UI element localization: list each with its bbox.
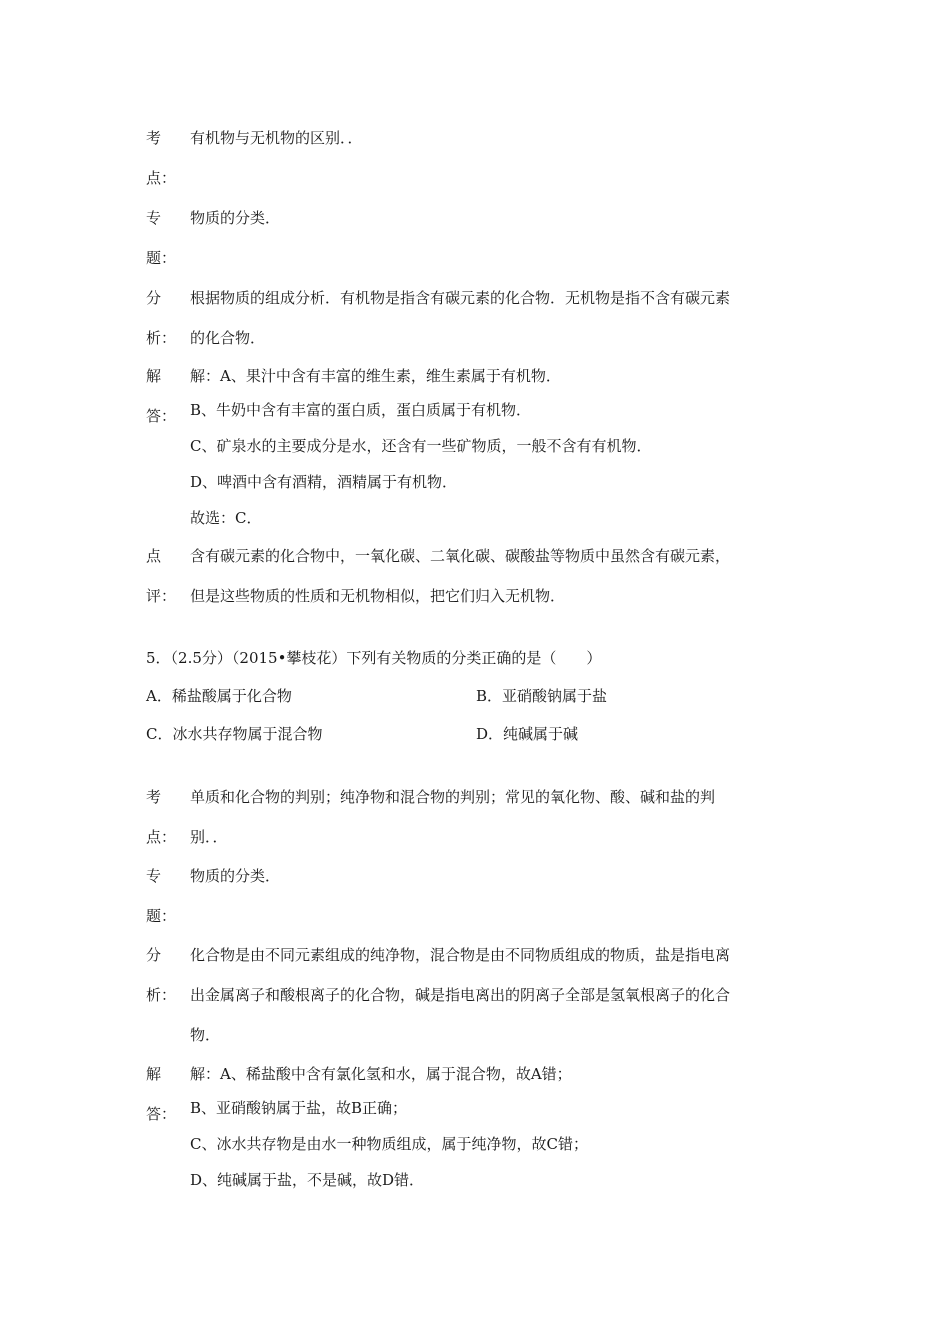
zhuanti-label-2: 题： [146, 249, 177, 267]
question-stem: 5．（2.5分）（2015•攀枝花）下列有关物质的分类正确的是（ ） [146, 649, 602, 667]
jieda-line: C、矿泉水的主要成分是水，还含有一些矿物质，一般不含有有机物． [190, 437, 652, 455]
jieda-line: 解：A、稀盐酸中含有氯化氢和水，属于混合物，故A错； [190, 1065, 572, 1083]
dianping-line: 含有碳元素的化合物中，一氧化碳、二氧化碳、碳酸盐等物质中虽然含有碳元素， [190, 547, 731, 565]
option-d: D．纯碱属于碱 [476, 725, 579, 743]
fenxi-label: 分 [146, 289, 162, 307]
jieda-label: 解 [146, 1065, 162, 1083]
zhuanti-label-2: 题： [146, 907, 177, 925]
dianping-label-2: 评： [146, 587, 177, 605]
fenxi-line: 出金属离子和酸根离子的化合物，碱是指电离出的阴离子全部是氢氧根离子的化合 [190, 986, 731, 1004]
fenxi-line: 物． [190, 1026, 221, 1044]
dianping-label: 点 [146, 547, 162, 565]
kaodian-label: 考 [146, 129, 162, 147]
kaodian-line: 别．． [190, 828, 228, 846]
option-b: B．亚硝酸钠属于盐 [476, 687, 608, 705]
jieda-line: C、冰水共存物是由水一种物质组成，属于纯净物，故C错； [190, 1135, 588, 1153]
kaodian-line: 单质和化合物的判别；纯净物和混合物的判别；常见的氧化物、酸、碱和盐的判 [190, 788, 716, 806]
fenxi-line: 化合物是由不同元素组成的纯净物，混合物是由不同物质组成的物质，盐是指电离 [190, 946, 731, 964]
option-c: C．冰水共存物属于混合物 [146, 725, 323, 743]
zhuanti-label: 专 [146, 867, 162, 885]
fenxi-label-2: 析： [146, 329, 177, 347]
fenxi-line: 根据物质的组成分析．有机物是指含有碳元素的化合物．无机物是指不含有碳元素 [190, 289, 731, 307]
kaodian-label-2: 点： [146, 169, 177, 187]
jieda-label-2: 答： [146, 1105, 177, 1123]
option-a: A．稀盐酸属于化合物 [146, 687, 292, 705]
fenxi-label: 分 [146, 946, 162, 964]
jieda-line: B、牛奶中含有丰富的蛋白质，蛋白质属于有机物． [190, 401, 532, 419]
jieda-line: 故选：C． [190, 509, 262, 527]
zhuanti-label: 专 [146, 209, 162, 227]
kaodian-label: 考 [146, 788, 162, 806]
jieda-label-2: 答： [146, 407, 177, 425]
zhuanti-text: 物质的分类． [190, 209, 281, 227]
zhuanti-text: 物质的分类． [190, 867, 281, 885]
kaodian-text: 有机物与无机物的区别．． [190, 129, 363, 147]
kaodian-label-2: 点： [146, 828, 177, 846]
fenxi-label-2: 析： [146, 986, 177, 1004]
fenxi-line: 的化合物． [190, 329, 266, 347]
jieda-line: B、亚硝酸钠属于盐，故B正确； [190, 1099, 408, 1117]
dianping-line: 但是这些物质的性质和无机物相似，把它们归入无机物． [190, 587, 566, 605]
jieda-line: D、啤酒中含有酒精，酒精属于有机物． [190, 473, 458, 491]
jieda-line: 解：A、果汁中含有丰富的维生素，维生素属于有机物． [190, 367, 561, 385]
jieda-label: 解 [146, 367, 162, 385]
jieda-line: D、纯碱属于盐，不是碱，故D错． [190, 1171, 425, 1189]
